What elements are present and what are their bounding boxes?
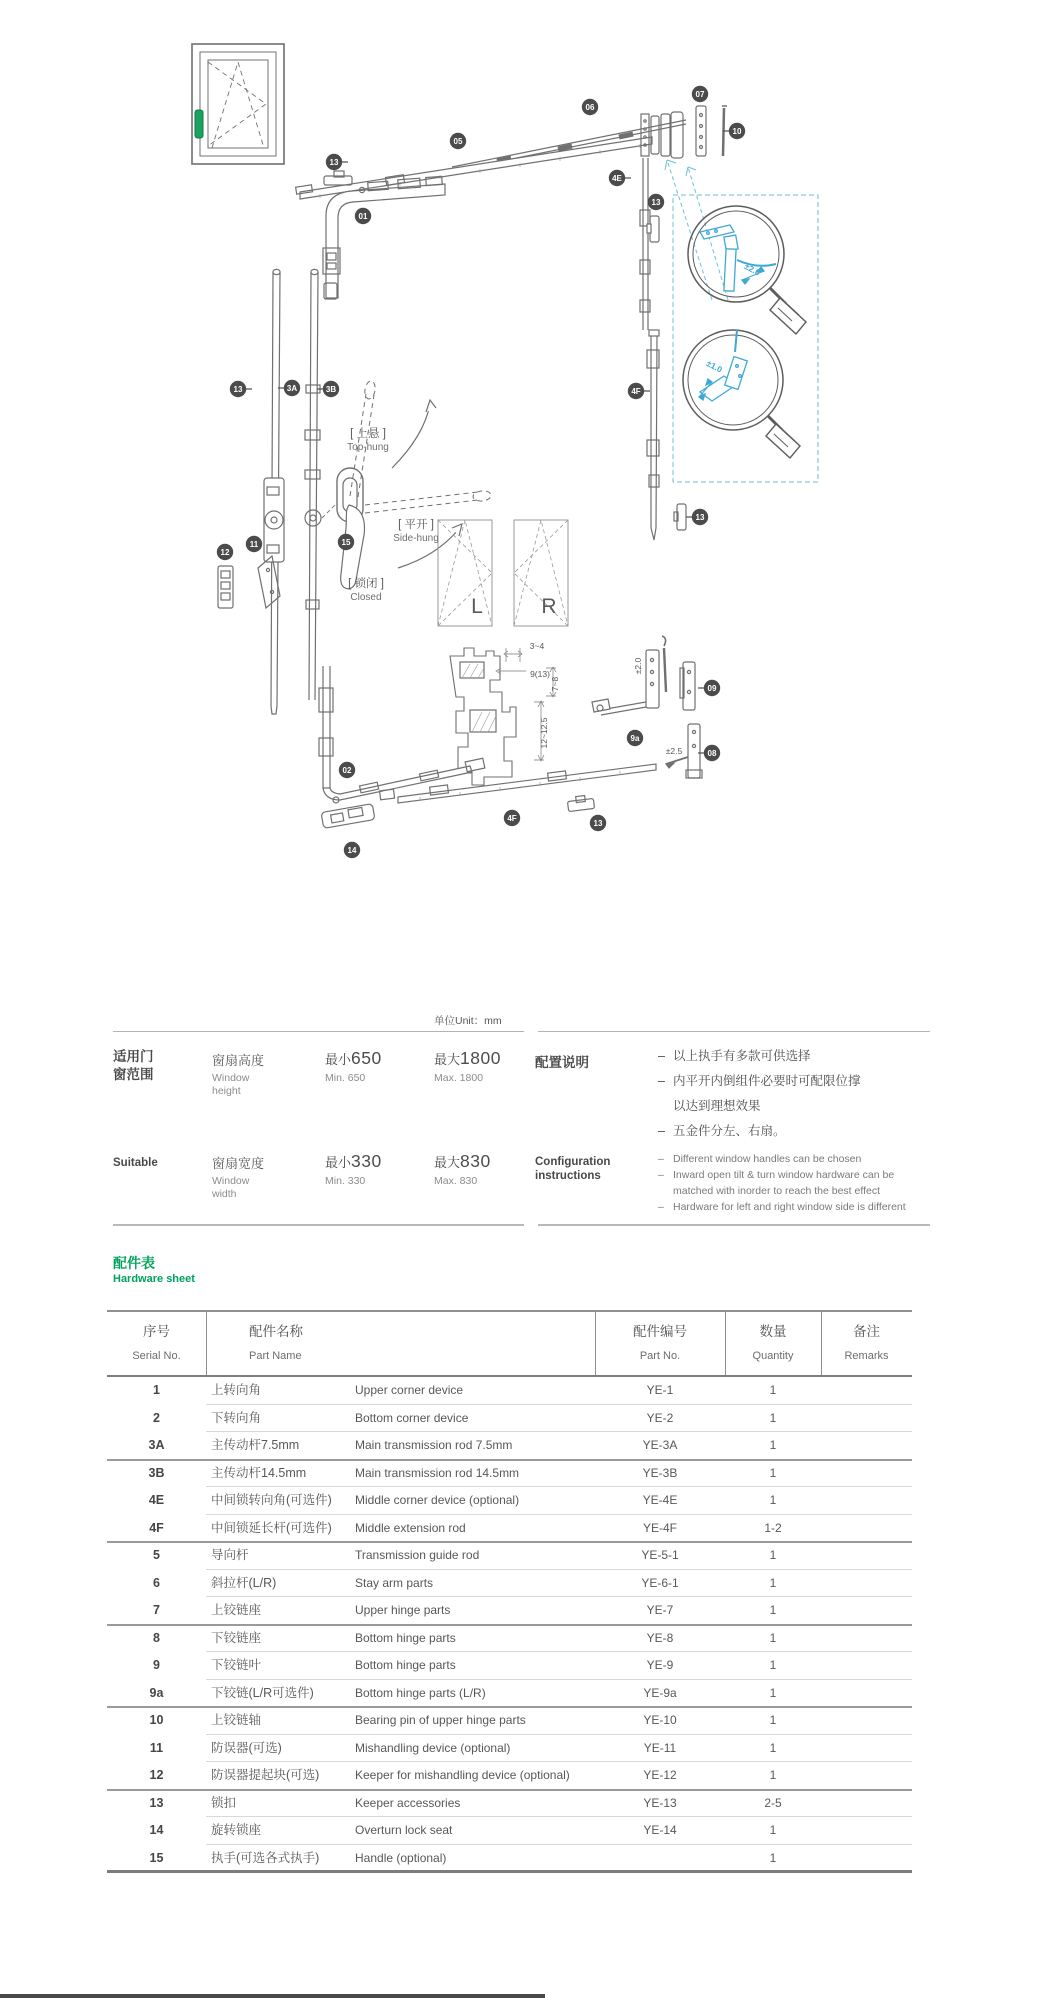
part-callout-badge bbox=[355, 208, 371, 224]
table-row: 4F 中间锁延长杆(可选件) Middle extension rod YE-4F 1-2 bbox=[107, 1515, 912, 1543]
svg-text:4F: 4F bbox=[631, 387, 641, 396]
unit-note: 单位Unit：mm bbox=[434, 1015, 502, 1027]
table-row: 14 旋转锁座 Overturn lock seat YE-14 1 bbox=[107, 1817, 912, 1845]
hardware-table bbox=[107, 1310, 912, 1873]
table-body bbox=[107, 1377, 912, 1872]
part-callout-badge bbox=[317, 381, 339, 397]
col-no-en: Part No. bbox=[639, 1350, 681, 1362]
spec-window-width: 窗扇宽度 Window width bbox=[212, 1156, 265, 1200]
col-name-cn: 配件名称 bbox=[249, 1324, 303, 1339]
svg-text:12: 12 bbox=[220, 548, 230, 557]
config-title-en: Configuration instructions bbox=[535, 1156, 611, 1182]
bottom-extension-rail bbox=[380, 764, 656, 812]
dimension-label: 7~8 bbox=[550, 676, 560, 692]
spec-window-height: 窗扇高度 Window height bbox=[212, 1053, 265, 1097]
svg-text:05: 05 bbox=[453, 137, 463, 146]
svg-text:3B: 3B bbox=[325, 385, 337, 394]
part-callout-badge bbox=[723, 123, 745, 139]
svg-text:4E: 4E bbox=[612, 174, 622, 183]
divider bbox=[113, 1224, 524, 1226]
col-serial-cn: 序号 bbox=[143, 1324, 170, 1339]
table-row: 15 执手(可选各式执手) Handle (optional) 1 bbox=[149, 1850, 777, 1865]
svg-text:4F: 4F bbox=[507, 814, 517, 823]
part-callout-badge bbox=[609, 170, 631, 186]
svg-text:13: 13 bbox=[233, 385, 243, 394]
note-line: – 五金件分左、右扇。 bbox=[658, 1124, 786, 1138]
right-vertical-rail bbox=[640, 158, 686, 540]
svg-text:9a: 9a bbox=[630, 734, 640, 743]
note-line: – 以上执手有多款可供选择 bbox=[658, 1049, 811, 1063]
svg-text:08: 08 bbox=[707, 749, 717, 758]
table-row: 10 上铰链轴 Bearing pin of upper hinge parts YE-10 1 bbox=[107, 1707, 912, 1735]
table-row: 8 下铰链座 Bottom hinge parts YE-8 1 bbox=[107, 1625, 912, 1653]
part-callout-badge bbox=[230, 381, 252, 397]
part-callout-badge bbox=[217, 544, 233, 560]
svg-text:01: 01 bbox=[358, 212, 368, 221]
spec-scope-en: Suitable bbox=[113, 1157, 158, 1169]
part-callout-badge bbox=[648, 194, 664, 210]
part-callout-badge bbox=[246, 536, 262, 552]
svg-text:13: 13 bbox=[329, 158, 339, 167]
top-transmission-rails bbox=[296, 120, 686, 199]
mishandling-device-parts bbox=[218, 556, 280, 608]
open-mode-label bbox=[393, 518, 439, 544]
exploded-diagram bbox=[0, 0, 1038, 980]
svg-text:02: 02 bbox=[342, 766, 352, 775]
table-row: 5 导向杆 Transmission guide rod YE-5-1 1 bbox=[107, 1542, 912, 1570]
open-mode-label bbox=[347, 426, 389, 453]
svg-text:13: 13 bbox=[593, 819, 603, 828]
table-row: 6 斜拉杆(L/R) Stay arm parts YE-6-1 1 bbox=[107, 1570, 912, 1598]
note-line: – Hardware for left and right window side is different bbox=[658, 1201, 906, 1213]
svg-text:[ 上悬 ]: [ 上悬 ] bbox=[350, 428, 386, 440]
divider bbox=[113, 1031, 524, 1032]
part-callout-badge bbox=[628, 383, 650, 399]
table-row: 3A 主传动杆7.5mm Main transmission rod 7.5mm YE-3A 1 bbox=[107, 1432, 912, 1460]
col-qty-en: Quantity bbox=[752, 1350, 794, 1362]
note-line: – Inward open tilt & turn window hardware can be bbox=[658, 1169, 895, 1181]
table-row: 4E 中间锁转向角(可选件) Middle corner device (optional) YE-4E 1 bbox=[107, 1487, 912, 1515]
table-row: 7 上铰链座 Upper hinge parts YE-7 1 bbox=[107, 1597, 912, 1625]
col-name-en: Part Name bbox=[249, 1350, 302, 1362]
part-callout-badge bbox=[450, 133, 466, 149]
part-callout-badge bbox=[686, 509, 708, 525]
part-callout-badge bbox=[627, 730, 643, 746]
table-bottom-rule bbox=[107, 1870, 912, 1873]
part-callout-badge bbox=[278, 380, 300, 396]
note-line: – 内平开内倒组件必要时可配限位撑 bbox=[658, 1074, 861, 1088]
table-row: 3B 主传动杆14.5mm Main transmission rod 14.5mm YE-3B 1 bbox=[107, 1460, 912, 1488]
config-notes-en bbox=[658, 1151, 938, 1215]
diagram-labels bbox=[347, 261, 762, 756]
dimension-label: 9(13) bbox=[530, 669, 550, 679]
svg-text:Side-hung: Side-hung bbox=[393, 533, 439, 544]
spec-width-max: 最大830 Max. 830 bbox=[434, 1151, 491, 1187]
svg-text:14: 14 bbox=[347, 846, 357, 855]
svg-text:3A: 3A bbox=[286, 384, 298, 393]
main-transmission-rods bbox=[264, 269, 321, 714]
svg-text:07: 07 bbox=[695, 90, 705, 99]
part-callout-badge bbox=[582, 99, 598, 115]
col-qty-cn: 数量 bbox=[759, 1324, 787, 1339]
part-callout-badge bbox=[692, 86, 708, 102]
dimension-label: 12~12.5 bbox=[539, 717, 549, 749]
col-remarks-en: Remarks bbox=[844, 1350, 889, 1362]
window-handle-icon bbox=[195, 110, 203, 138]
tilt-turn-window-icon bbox=[192, 44, 284, 164]
col-no-cn: 配件编号 bbox=[633, 1324, 687, 1339]
open-mode-label bbox=[348, 576, 384, 603]
part-callout-badge bbox=[590, 815, 606, 831]
dimension-label: ±2.0 bbox=[742, 261, 763, 278]
part-callout-badge bbox=[698, 745, 720, 761]
magnifier-detail-bottom bbox=[683, 330, 800, 458]
sheet-title-en: Hardware sheet bbox=[113, 1273, 195, 1285]
part-10-pin bbox=[723, 108, 724, 156]
part-callout-badge bbox=[338, 534, 354, 550]
bottom-hinge-parts bbox=[666, 662, 702, 778]
col-remarks-cn: 备注 bbox=[853, 1324, 880, 1339]
spec-height-min: 最小650 Min. 650 bbox=[325, 1048, 382, 1084]
config-title-cn: 配置说明 bbox=[535, 1055, 589, 1070]
svg-text:09: 09 bbox=[707, 684, 717, 693]
table-row: 2 下转向角 Bottom corner device YE-2 1 bbox=[107, 1405, 912, 1433]
svg-text:13: 13 bbox=[695, 513, 705, 522]
note-line: – Different window handles can be chosen bbox=[658, 1153, 862, 1165]
sheet-title-cn: 配件表 bbox=[113, 1255, 155, 1271]
part-callout-badge bbox=[344, 842, 360, 858]
svg-text:11: 11 bbox=[249, 540, 259, 549]
window-side-letter: L bbox=[471, 595, 483, 618]
col-serial-en: Serial No. bbox=[132, 1350, 181, 1362]
note-line: 以达到理想效果 bbox=[673, 1099, 761, 1113]
bottom-hinge-9a bbox=[592, 636, 666, 715]
svg-text:Closed: Closed bbox=[350, 592, 382, 603]
svg-text:06: 06 bbox=[585, 103, 595, 112]
column-divider bbox=[206, 1312, 207, 1377]
divider bbox=[538, 1224, 930, 1226]
spec-height-max: 最大1800 Max. 1800 bbox=[434, 1048, 501, 1084]
dimension-label: ±2.0 bbox=[633, 657, 643, 675]
part-callout-badge bbox=[339, 762, 355, 778]
part-callout-badge bbox=[326, 154, 348, 170]
handle-assembly bbox=[322, 380, 491, 588]
spec-width-min: 最小330 Min. 330 bbox=[325, 1151, 382, 1187]
table-header bbox=[107, 1310, 912, 1377]
svg-text:13: 13 bbox=[651, 198, 661, 207]
page-bottom-edge bbox=[0, 1994, 545, 1998]
svg-text:Top-hung: Top-hung bbox=[347, 442, 389, 453]
window-side-letter: R bbox=[541, 595, 557, 618]
table-row: 13 锁扣 Keeper accessories YE-13 2-5 bbox=[107, 1790, 912, 1818]
svg-text:[ 锁闭 ]: [ 锁闭 ] bbox=[348, 578, 384, 590]
table-row: 12 防误器提起块(可选) Keeper for mishandling device (optional) YE-12 1 bbox=[107, 1762, 912, 1790]
part-callout-badge bbox=[504, 810, 520, 826]
table-row: 11 防误器(可选) Mishandling device (optional) YE-11 1 bbox=[107, 1735, 912, 1763]
svg-text:15: 15 bbox=[341, 538, 351, 547]
dimension-label: ±1.0 bbox=[704, 358, 725, 375]
table-row: 9a 下铰链(L/R可选件) Bottom hinge parts (L/R) YE-9a 1 bbox=[107, 1680, 912, 1708]
part-callout-badge bbox=[698, 680, 720, 696]
svg-text:10: 10 bbox=[732, 127, 742, 136]
dimension-label: 3~4 bbox=[529, 641, 545, 651]
config-notes-cn bbox=[658, 1044, 934, 1144]
svg-text:[ 平开 ]: [ 平开 ] bbox=[398, 519, 434, 531]
dimension-label: ±2.5 bbox=[665, 746, 683, 756]
table-row: 1 上转向角 Upper corner device YE-1 1 bbox=[107, 1377, 912, 1405]
divider bbox=[538, 1031, 930, 1032]
table-row: 9 下铰链叶 Bottom hinge parts YE-9 1 bbox=[107, 1652, 912, 1680]
note-line: matched with inorder to reach the best effect bbox=[673, 1185, 881, 1197]
spec-scope-cn: 适用门 窗范围 bbox=[113, 1049, 154, 1082]
upper-hinge-assembly bbox=[641, 106, 727, 158]
